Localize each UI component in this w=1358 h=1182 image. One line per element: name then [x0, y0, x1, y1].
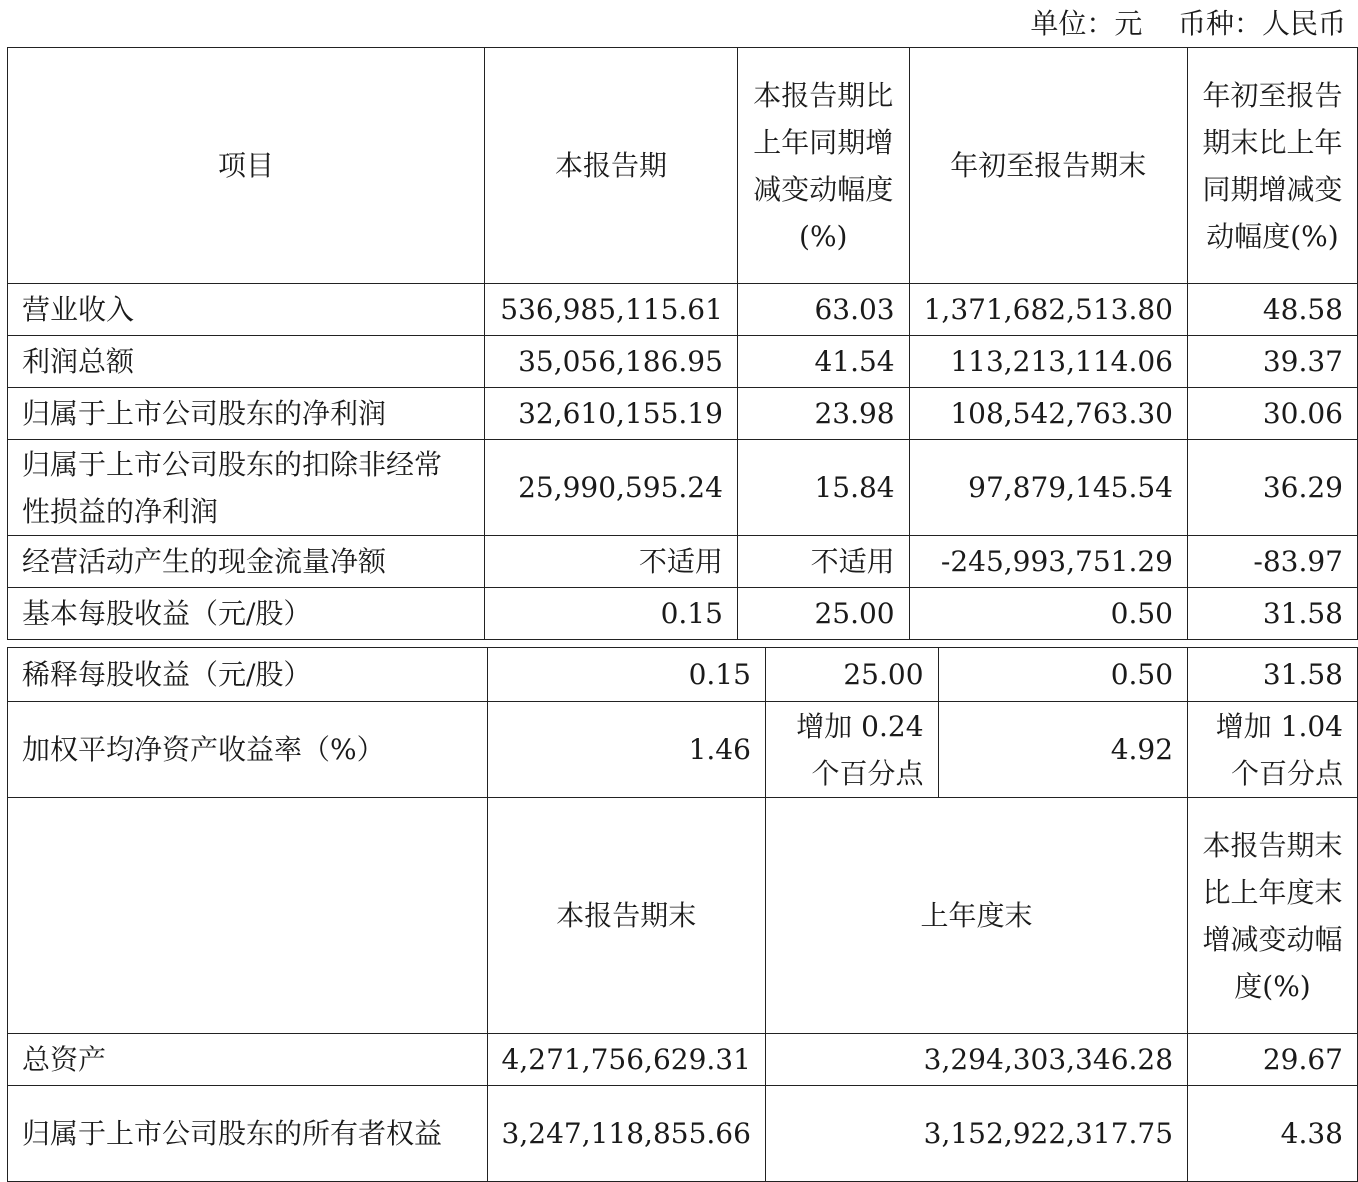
table-header-row-2: [8, 798, 1358, 1034]
header-current-change: 本报告期比上年同期增减变动幅度(%): [737, 48, 909, 284]
row-item: 总资产: [8, 1034, 488, 1086]
table-row: [8, 1034, 1358, 1086]
row-ytd-change: -83.97: [1187, 536, 1357, 588]
header2-last-year-end: 上年度末: [765, 798, 1187, 1034]
table-row: [8, 284, 1358, 336]
row-item: 基本每股收益（元/股）: [8, 588, 485, 640]
row-item: 营业收入: [8, 284, 485, 336]
unit-note: 单位：元 币种：人民币: [1030, 7, 1346, 40]
table-row: [8, 588, 1358, 640]
row-current-change: 63.03: [737, 284, 909, 336]
row-current: 不适用: [484, 536, 737, 588]
header2-change: 本报告期末比上年度末增减变动幅度(%): [1188, 798, 1358, 1034]
row-current-change: 25.00: [737, 588, 909, 640]
row-current: 35,056,186.95: [484, 336, 737, 388]
row-current-change: 增加 0.24个百分点: [765, 702, 938, 798]
row-item: 归属于上市公司股东的净利润: [8, 388, 485, 440]
header-current: 本报告期: [484, 48, 737, 284]
row-ytd-change: 36.29: [1187, 440, 1357, 536]
header-ytd: 年初至报告期末: [909, 48, 1187, 284]
row-period-end: 3,247,118,855.66: [487, 1086, 765, 1182]
row-item: 归属于上市公司股东的扣除非经常性损益的净利润: [8, 440, 485, 536]
row-ytd-change: 30.06: [1187, 388, 1357, 440]
row-current: 536,985,115.61: [484, 284, 737, 336]
row-ytd-change: 39.37: [1187, 336, 1357, 388]
row-ytd: -245,993,751.29: [909, 536, 1187, 588]
row-last-year-end: 3,152,922,317.75: [765, 1086, 1187, 1182]
row-current-change: 不适用: [737, 536, 909, 588]
header2-period-end: 本报告期末: [487, 798, 765, 1034]
row-current-change: 15.84: [737, 440, 909, 536]
row-ytd-change: 48.58: [1187, 284, 1357, 336]
header2-item: [8, 798, 488, 1034]
row-ytd: 113,213,114.06: [909, 336, 1187, 388]
row-ytd-change: 31.58: [1187, 588, 1357, 640]
table-row: [8, 648, 1358, 702]
row-current: 32,610,155.19: [484, 388, 737, 440]
row-change: 4.38: [1188, 1086, 1358, 1182]
header-ytd-change: 年初至报告期末比上年同期增减变动幅度(%): [1187, 48, 1357, 284]
table-row: [8, 440, 1358, 536]
row-ytd: 97,879,145.54: [909, 440, 1187, 536]
row-current: 0.15: [487, 648, 765, 702]
row-ytd: 0.50: [938, 648, 1188, 702]
table-row: [8, 336, 1358, 388]
row-item: 归属于上市公司股东的所有者权益: [8, 1086, 488, 1182]
row-ytd: 4.92: [938, 702, 1188, 798]
row-current-change: 23.98: [737, 388, 909, 440]
financial-table-part1: [7, 47, 1358, 640]
table-row: [8, 1086, 1358, 1182]
row-ytd: 108,542,763.30: [909, 388, 1187, 440]
table-row: [8, 536, 1358, 588]
row-ytd-change: 增加 1.04个百分点: [1188, 702, 1358, 798]
table-header-row: [8, 48, 1358, 284]
row-item: 稀释每股收益（元/股）: [8, 648, 488, 702]
row-current-change: 25.00: [765, 648, 938, 702]
row-ytd: 1,371,682,513.80: [909, 284, 1187, 336]
row-item: 利润总额: [8, 336, 485, 388]
row-item: 经营活动产生的现金流量净额: [8, 536, 485, 588]
table-row: [8, 702, 1358, 798]
row-change: 29.67: [1188, 1034, 1358, 1086]
row-ytd: 0.50: [909, 588, 1187, 640]
row-current-change: 41.54: [737, 336, 909, 388]
row-item: 加权平均净资产收益率（%）: [8, 702, 488, 798]
financial-table-part2: [7, 647, 1358, 1182]
row-ytd-change: 31.58: [1188, 648, 1358, 702]
header-item: 项目: [8, 48, 485, 284]
row-period-end: 4,271,756,629.31: [487, 1034, 765, 1086]
row-current: 0.15: [484, 588, 737, 640]
row-last-year-end: 3,294,303,346.28: [765, 1034, 1187, 1086]
table-row: [8, 388, 1358, 440]
row-current: 1.46: [487, 702, 765, 798]
row-current: 25,990,595.24: [484, 440, 737, 536]
